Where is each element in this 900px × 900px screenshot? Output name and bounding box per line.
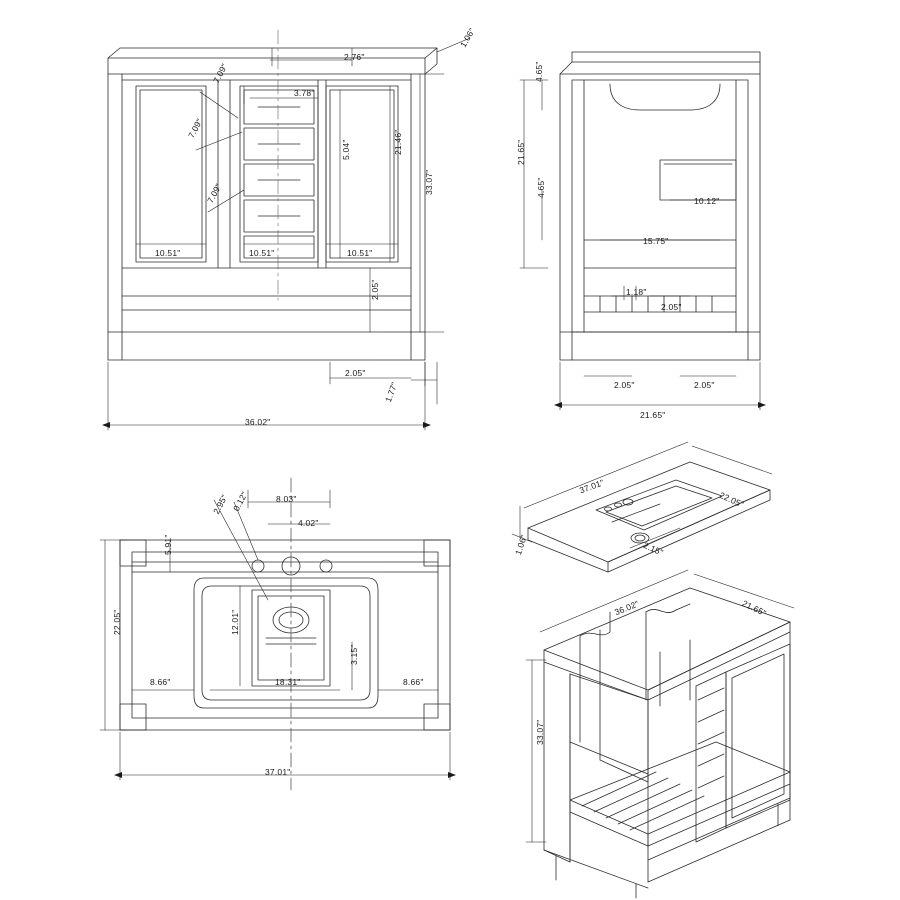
dim-front-3-78: 3.78"	[294, 88, 315, 98]
dim-side-10-12: 10.12"	[694, 196, 720, 206]
dim-iso-33-07: 33.07"	[535, 719, 545, 745]
dim-front-1-77: 1.77"	[383, 380, 400, 404]
dim-front-1-06: 1.06"	[458, 26, 477, 49]
dim-side-15-75: 15.75"	[643, 236, 669, 246]
dim-front-2-76: 2.76"	[344, 52, 365, 62]
dim-plan-3-15: 3.15"	[349, 644, 359, 665]
dim-plan-22-05: 22.05"	[112, 609, 122, 635]
dim-front-7-09-b: 7.09"	[186, 116, 205, 140]
dim-counter-37-01: 37.01"	[578, 477, 606, 496]
dim-front-10-51-right: 10.51"	[347, 248, 373, 258]
dim-plan-2-95: 2.95"	[211, 492, 230, 516]
dim-front-10-51-left: 10.51"	[155, 248, 181, 258]
dim-front-33-07: 33.07"	[424, 169, 434, 195]
dim-plan-37-01: 37.01"	[265, 767, 291, 777]
dim-plan-8-66-right: 8.66"	[403, 677, 424, 687]
top-plan-dimension-lines	[100, 490, 456, 780]
dim-iso-36-02: 36.02"	[613, 598, 641, 618]
dim-plan-8-03: 8.03"	[276, 494, 297, 504]
dim-plan-8-66-left: 8.66"	[150, 677, 171, 687]
dim-plan-5-91: 5.91"	[163, 534, 173, 555]
dim-front-2-05-v: 2.05"	[370, 279, 380, 300]
dim-side-4-65-b: 4.65"	[536, 177, 546, 198]
dim-plan-4-02: 4.02"	[298, 518, 319, 528]
dim-front-5-04: 5.04"	[341, 139, 351, 160]
top-plan-geometry	[120, 478, 450, 790]
dim-counter-2-15: 2.15"	[641, 540, 665, 558]
dim-front-7-09-a: 7.09"	[211, 61, 230, 85]
dim-counter-22-05: 22.05"	[717, 490, 746, 510]
countertop-isometric-geometry	[528, 462, 770, 572]
dim-plan-18-31: 18.31"	[275, 677, 301, 687]
dim-front-36-02: 36.02"	[245, 417, 271, 427]
dim-side-21-65-v: 21.65"	[516, 139, 526, 165]
dim-plan-12-01: 12.01"	[230, 609, 240, 635]
dim-side-1-18: 1.18"	[626, 287, 647, 297]
dim-front-21-46: 21.46"	[393, 129, 403, 155]
dim-side-2-05-a: 2.05"	[661, 302, 682, 312]
side-elevation-geometry	[560, 52, 760, 360]
dim-front-2-05-h: 2.05"	[345, 368, 366, 378]
dim-plan-0-12: 0.12"	[231, 489, 250, 513]
dim-iso-21-65: 21.65"	[740, 598, 768, 619]
dim-side-2-05-c: 2.05"	[694, 380, 715, 390]
dim-side-4-65-a: 4.65"	[534, 61, 544, 82]
dim-front-10-51-center: 10.51"	[249, 248, 275, 258]
dim-side-2-05-b: 2.05"	[614, 380, 635, 390]
front-elevation-geometry	[108, 48, 437, 360]
dim-side-21-65-h: 21.65"	[640, 410, 666, 420]
dim-front-7-09-c: 7.09"	[205, 181, 224, 205]
cabinet-isometric-geometry	[544, 588, 790, 898]
dim-counter-1-06: 1.06"	[513, 533, 529, 557]
